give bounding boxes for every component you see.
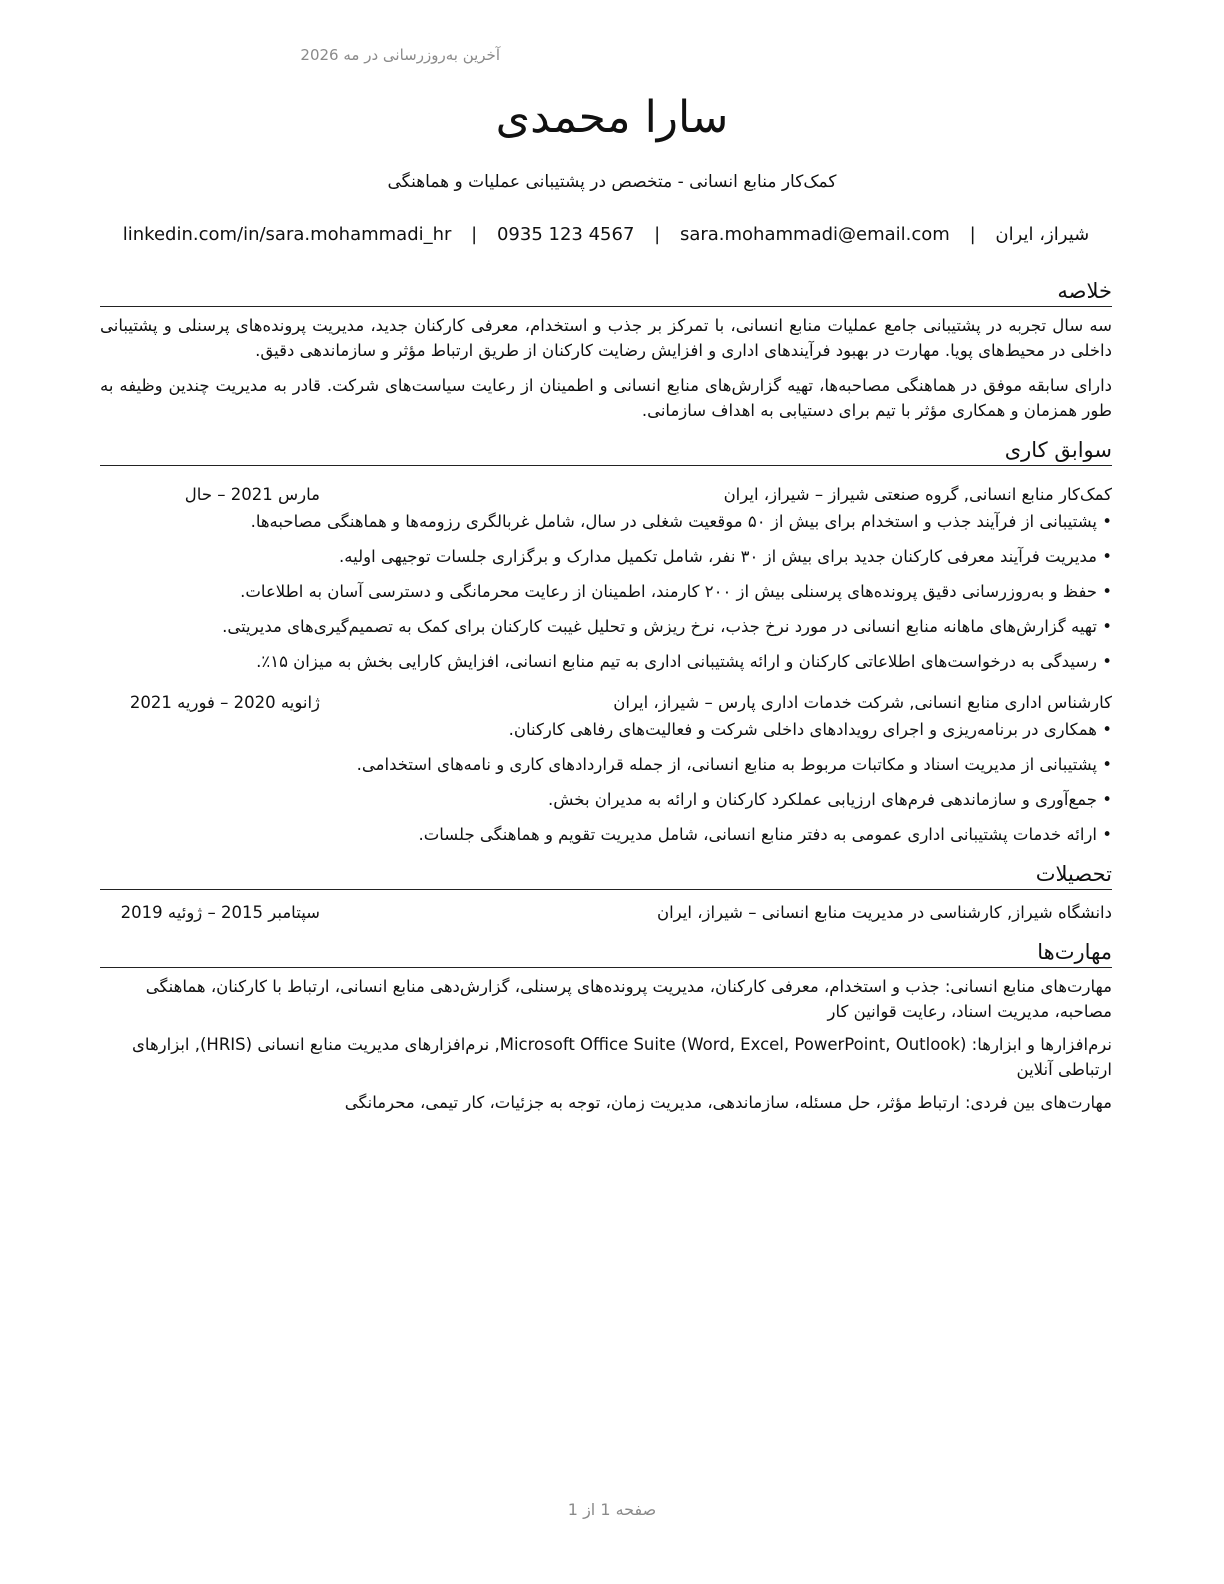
summary-paragraph: دارای سابقه موفق در هماهنگی مصاحبه‌ها، تهیه گزارش‌های منابع انسانی و اطمینان از رعایت سیاست‌های شرکت. قادر به مدیریت چندین وظیفه به طور همزمان و همکاری مؤثر با تیم برای دستیابی به اهداف سازمانی. bbox=[100, 376, 1112, 420]
job-entry bbox=[100, 690, 1112, 847]
professional-headline: کمک‌کار منابع انسانی - متخصص در پشتیبانی عملیات و هماهنگی bbox=[387, 172, 837, 192]
summary-paragraph: سه سال تجربه در پشتیبانی جامع عملیات منابع انسانی، با تمرکز بر جذب و استخدام، معرفی کارکنان جدید، مدیریت پرونده‌های پرسنلی و پشتیبانی داخلی در محیط‌های پویا. مهارت در بهبود فرآیندهای اداری و افزایش رضایت کارکنان از طریق ارتباط مؤثر و سازماندهی دقیق. bbox=[100, 316, 1112, 360]
job-bullet: • پشتیبانی از فرآیند جذب و استخدام برای بیش از ۵۰ موقعیت شغلی در سال، شامل غربالگری رزومه‌ها و هماهنگی مصاحبه‌ها. bbox=[100, 509, 1112, 534]
contact-separator: | bbox=[471, 224, 478, 245]
contact-phone[interactable]: 0935 123 4567 bbox=[496, 224, 635, 245]
job-bullet: • پشتیبانی از مدیریت اسناد و مکاتبات مربوط به منابع انسانی، از جمله قراردادهای کاری و نامه‌های استخدامی. bbox=[100, 752, 1112, 777]
contact-separator: | bbox=[654, 224, 661, 245]
job-title: کارشناس اداری منابع انسانی, شرکت خدمات اداری پارس – شیراز، ایران bbox=[613, 693, 1112, 712]
contact-location: شیراز، ایران bbox=[995, 224, 1090, 245]
education-dates: سپتامبر 2015 – ژوئیه 2019 bbox=[120, 903, 320, 922]
job-bullets bbox=[100, 717, 1112, 847]
summary-heading: خلاصه bbox=[100, 278, 1112, 307]
experience-heading: سوابق کاری bbox=[100, 437, 1112, 466]
job-bullet: • تهیه گزارش‌های ماهانه منابع انسانی در مورد نرخ جذب، نرخ ریزش و تحلیل غیبت کارکنان برای کمک به تصمیم‌گیری‌های مدیریتی. bbox=[100, 614, 1112, 639]
summary-section bbox=[100, 278, 1112, 423]
contact-linkedin[interactable]: linkedin.com/in/sara.mohammadi_hr bbox=[122, 224, 452, 245]
skill-line: نرم‌افزارها و ابزارها: Microsoft Office Suite (Word, Excel, PowerPoint, Outlook), نرم‌افزارهای مدیریت منابع انسانی (HRIS), ابزارهای ارتباطی آنلاین bbox=[132, 1035, 1112, 1079]
job-bullet: • جمع‌آوری و سازماندهی فرم‌های ارزیابی عملکرد کارکنان و ارائه به مدیران بخش. bbox=[100, 787, 1112, 812]
education-entry bbox=[100, 900, 1112, 925]
contact-line bbox=[100, 224, 1112, 245]
contact-separator: | bbox=[969, 224, 976, 245]
job-bullet: • رسیدگی به درخواست‌های اطلاعاتی کارکنان و ارائه پشتیبانی اداری به تیم منابع انسانی، افزایش کارایی بخش به میزان ۱۵٪. bbox=[100, 649, 1112, 674]
skill-line: مهارت‌های بین فردی: ارتباط مؤثر، حل مسئله، سازماندهی، مدیریت زمان، توجه به جزئیات، کار تیمی، محرمانگی bbox=[344, 1093, 1112, 1112]
job-bullet: • حفظ و به‌روزرسانی دقیق پرونده‌های پرسنلی بیش از ۲۰۰ کارمند، اطمینان از رعایت محرمانگی و دسترسی آسان به اطلاعات. bbox=[100, 579, 1112, 604]
job-header bbox=[100, 690, 1112, 715]
contact-email[interactable]: sara.mohammadi@email.com bbox=[679, 224, 950, 245]
job-bullet: • همکاری در برنامه‌ریزی و اجرای رویدادهای داخلی شرکت و فعالیت‌های رفاهی کارکنان. bbox=[100, 717, 1112, 742]
job-dates: مارس 2021 – حال bbox=[184, 485, 320, 504]
skill-line: مهارت‌های منابع انسانی: جذب و استخدام، معرفی کارکنان، مدیریت پرونده‌های پرسنلی، گزارش‌دهی منابع انسانی، ارتباط با کارکنان، هماهنگی مصاحبه، مدیریت اسناد، رعایت قوانین کار bbox=[145, 977, 1112, 1021]
job-dates: ژانویه 2020 – فوریه 2021 bbox=[129, 693, 320, 712]
job-bullet: • ارائه خدمات پشتیبانی اداری عمومی به دفتر منابع انسانی، شامل مدیریت تقویم و هماهنگی جلسات. bbox=[100, 822, 1112, 847]
skills-heading: مهارت‌ها bbox=[100, 939, 1112, 968]
resume-body bbox=[100, 278, 1112, 1129]
education-degree: دانشگاه شیراز, کارشناسی در مدیریت منابع انسانی – شیراز، ایران bbox=[656, 903, 1112, 922]
experience-section bbox=[100, 437, 1112, 847]
last-updated-note bbox=[100, 46, 500, 64]
last-updated-text: آخرین به‌روزرسانی در مه 2026 bbox=[300, 46, 500, 64]
job-title: کمک‌کار منابع انسانی, گروه صنعتی شیراز – شیراز، ایران bbox=[723, 485, 1112, 504]
job-header bbox=[100, 482, 1112, 507]
job-entry bbox=[100, 482, 1112, 674]
page-number: صفحه 1 از 1 bbox=[567, 1500, 657, 1519]
candidate-name: سارا محمدی bbox=[495, 92, 729, 143]
job-bullet: • مدیریت فرآیند معرفی کارکنان جدید برای بیش از ۳۰ نفر، شامل تکمیل مدارک و برگزاری جلسات توجیهی اولیه. bbox=[100, 544, 1112, 569]
education-heading: تحصیلات bbox=[100, 861, 1112, 890]
skills-section bbox=[100, 939, 1112, 1115]
job-bullets bbox=[100, 509, 1112, 674]
education-section bbox=[100, 861, 1112, 925]
